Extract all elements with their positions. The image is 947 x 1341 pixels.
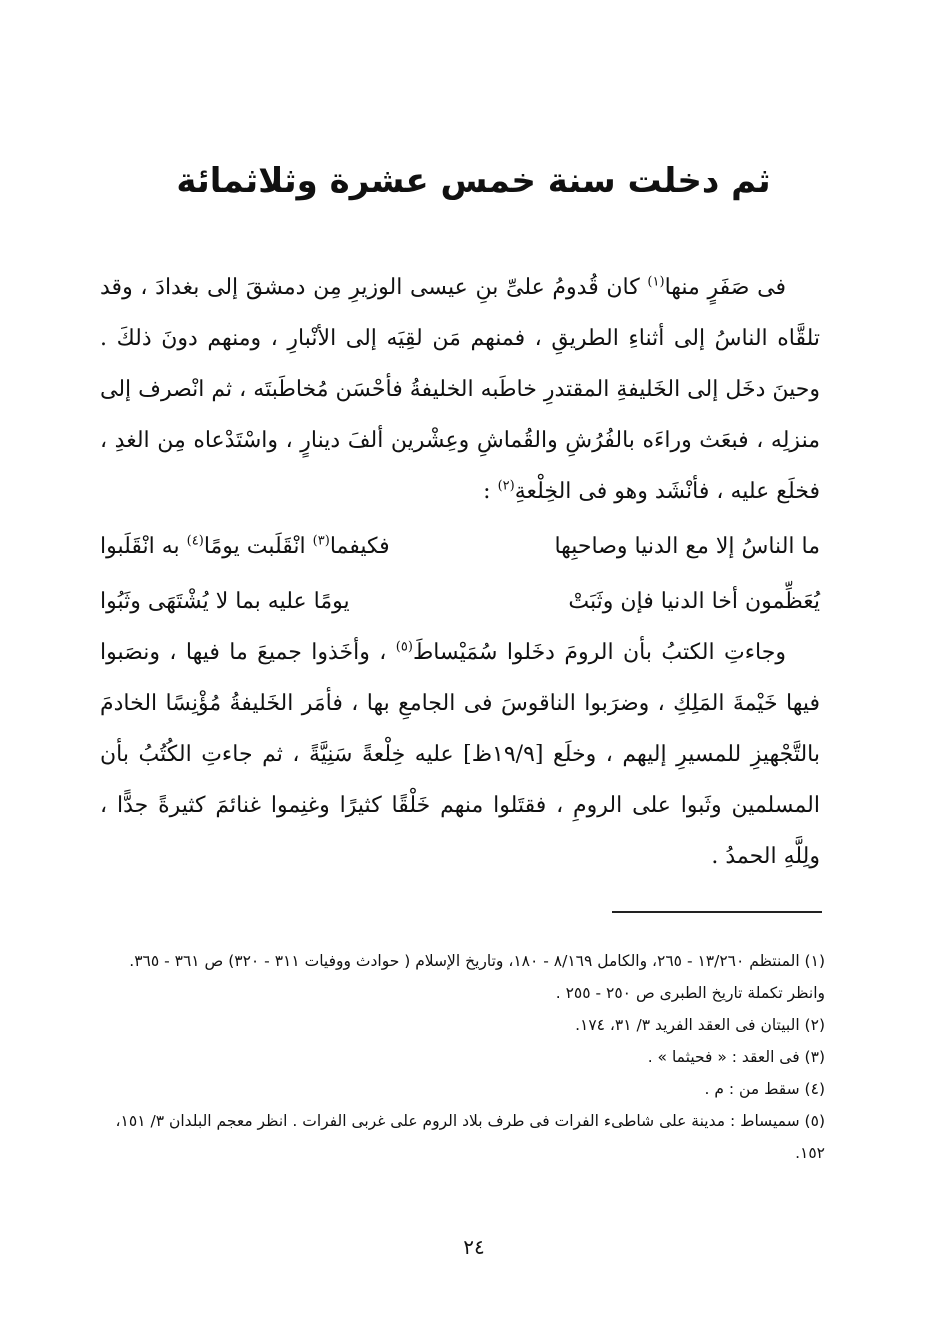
footnote-5: (٥) سميساط : مدينة على شاطىء الفرات فى طرف بلاد الروم على غربى الفرات . انظر معجم البلدان ٣/ ١٥١، ١٥٢. xyxy=(115,1112,825,1162)
paragraph-1-part-2: كان قُدومُ علىِّ بنِ عيسى الوزيرِ مِن دمشقَ إلى بغدادَ ، وقد تلقَّاه الناسُ إلى أثناءِ الطريقِ ، فمنهم مَن لقِيَه إلى الأنْبارِ ، ومنهم دونَ ذلكَ . وحينَ دخَل إلى الخَليفةِ المقتدرِ خاطَبه الخليفةُ فأحْسَن مُخاطَبتَه ، ثم انْصرف إلى منزلِه ، فبعَث وراءَه بالفُرُشِ والقُماشِ وعِشْرين ألفَ دينارٍ ، واسْتَدْعاه مِن الغدِ ، فخلَع عليه ، فأنْشَد وهو فى الخِلْعةِ xyxy=(100,275,820,504)
footnote-ref-1: (١) xyxy=(647,274,665,290)
chapter-title: ثم دخلت سنة خمس عشرة وثلاثمائة xyxy=(176,160,771,201)
footnote-separator-line xyxy=(612,911,822,913)
verse-2-first-hemistich: يُعَظِّمون أخا الدنيا فإن وثَبَتْ xyxy=(568,589,820,614)
main-text xyxy=(100,262,820,882)
page-number: ٢٤ xyxy=(463,1235,485,1259)
poem-verses xyxy=(100,517,820,627)
footnote-ref-5: (٥) xyxy=(395,639,413,655)
paragraph-2-part-2: ، وأخَذوا جميعَ ما فيها ، ونصَبوا فيها خَيْمةَ المَلِكِ ، وضرَبوا الناقوسَ فى الجامعِ بها ، فأمَر الخَليفةُ مُؤْنِسًا الخادمَ بالتَّجْهيزِ للمسيرِ إليهم ، وخلَع [١٩/٩ظ] عليه خِلْعةً سَنِيَّةً ، ثم جاءتِ الكُتُبُ بأن المسلمين وثَبوا على الرومِ ، فقتَلوا منهم خَلْقًا كثيرًا وغنِموا غنائمَ كثيرةً جدًّا ، ولِلَّهِ الحمدُ . xyxy=(100,640,820,869)
paragraph-1-part-1: فى صَفَرٍ منها xyxy=(664,275,786,300)
verse-1-second-hemistich xyxy=(100,521,390,572)
footnote-ref-4: (٤) xyxy=(186,533,204,549)
paragraph-2-part-1: وجاءتِ الكتبُ بأن الرومَ دخَلوا سُمَيْساطَ xyxy=(412,640,786,665)
verse-2-second-hemistich: يومًا عليه بما لا يُشْتَهَى وثَبُوا xyxy=(100,589,350,614)
verse-line-2 xyxy=(100,572,820,627)
footnote-2: (٢) البيتان فى العقد الفريد ٣/ ٣١، ١٧٤. xyxy=(575,1016,825,1034)
footnote-3: (٣) فى العقد : « فحيثما » . xyxy=(647,1048,825,1066)
verse-line-1 xyxy=(100,517,820,572)
paragraph-1-part-3: : xyxy=(483,479,498,504)
paragraph-2 xyxy=(100,627,820,882)
verse-1-first-hemistich: ما الناسُ إلا مع الدنيا وصاحبِها xyxy=(554,534,820,559)
footnote-ref-3: (٣) xyxy=(312,533,330,549)
footnote-ref-2: (٢) xyxy=(497,478,515,494)
verse-1-second-part-a: فكيفما xyxy=(329,534,390,559)
footnote-4: (٤) سقط من : م . xyxy=(704,1080,825,1098)
verse-1-second-part-c: به انْقَلَبوا xyxy=(100,534,187,559)
footnote-1: (١) المنتظم ١٣/٢٦٠ - ٢٦٥، والكامل ٨/١٦٩ - ١٨٠، وتاريخ الإسلام ( حوادث ووفيات ٣١١ - ٣٢٠) ص ٣٦١ - ٣٦٥. وانظر تكملة تاريخ الطبرى ص ٢٥٠ - ٢٥٥ . xyxy=(129,952,825,1002)
paragraph-1 xyxy=(100,262,820,517)
verse-1-second-part-b: انْقَلَبت يومًا xyxy=(203,534,313,559)
footnotes xyxy=(105,945,825,1169)
